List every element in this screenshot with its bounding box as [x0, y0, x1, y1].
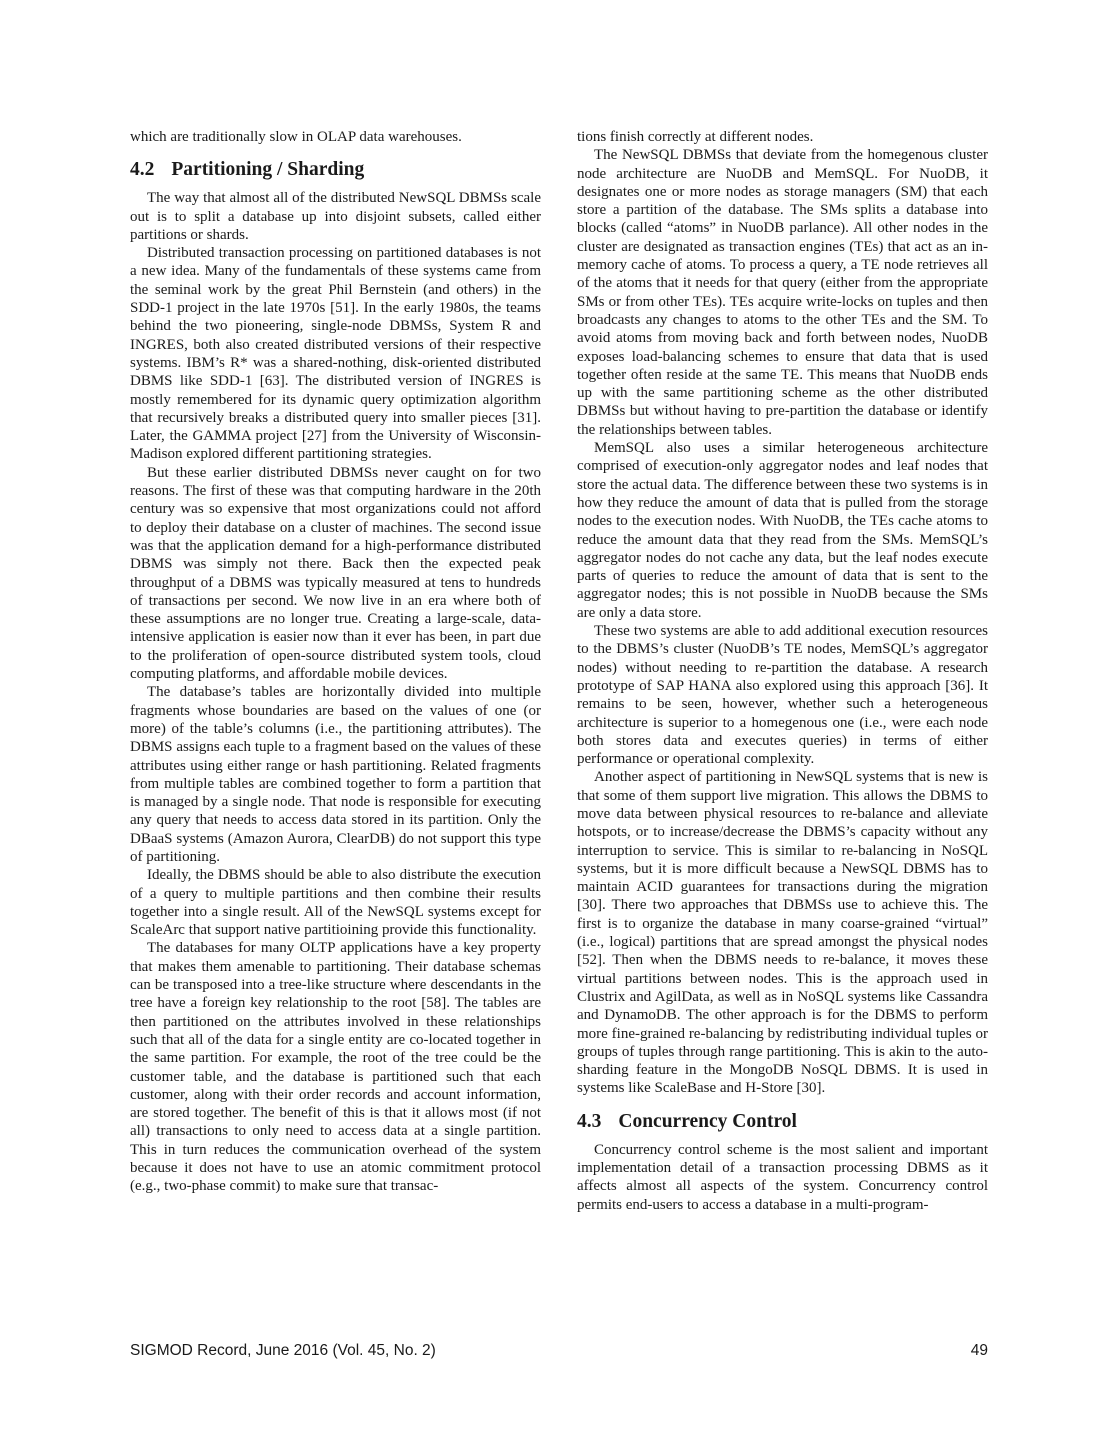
paragraph-continuation: tions finish correctly at different nodes. — [577, 129, 814, 145]
paragraph: But these earlier distributed DBMSs never caught on for two reasons. The first of these was that computing hardware in the 20th century was so expensive that most organizations could not afford to deploy their database on a cluster of machines. The second issue was that the application demand for a high-performance distributed DBMS was simply not there. Back then the expected peak throughput of a DBMS was typically measured at tens to hundreds of transactions per second. We now live in an era where both of these assumptions are no longer true. Creating a large-scale, data-intensive application is easier now than it ever has been, in part due to the proliferation of open-source distributed system tools, cloud computing platforms, and affordable mobile devices. — [130, 464, 541, 683]
paragraph: The databases for many OLTP applications have a key property that makes them amenable to partitioning. Their database schemas can be transposed into a tree-like structure where descendants in the tree have a foreign key relationship to the root [58]. The tables are then partitioned on the attributes involved in these relationships such that all of the data for a single entity are co-located together in the same partition. For example, the root of the tree could be the customer table, and the database is partitioned such that each customer, along with their order records and account information, are stored together. The benefit of this is that it allows most (if not all) transactions to only need to access data at a single partition. This in turn reduces the communication overhead of the system because it does not have to use an atomic commitment protocol (e.g., two-phase commit) to make sure that transac- — [130, 940, 541, 1195]
paragraph: Ideally, the DBMS should be able to also distribute the execution of a query to multiple partitions and then combine their results together into a single result. All of the NewSQL systems except for ScaleArc that support native partitioining provide this functionality. — [130, 867, 541, 939]
section-heading-4-3 — [577, 1111, 988, 1133]
paragraph: MemSQL also uses a similar heterogeneous architecture comprised of execution-only aggregator nodes and leaf nodes that store the actual data. The difference between these two systems is in how they reduce the amount of data that is pulled from the storage nodes to the execution nodes. With NuoDB, the TEs cache atoms to reduce the amount data that they read from the SMs. MemSQL’s aggregator nodes do not cache any data, but the leaf nodes execute parts of queries to reduce the amount of data that is sent to the aggregator nodes; this is not possible in NuoDB because the SMs are only a data store. — [577, 440, 988, 621]
paragraph: Distributed transaction processing on partitioned databases is not a new idea. Many of the fundamentals of these systems came from the seminal work by the great Phil Bernstein (and others) in the SDD-1 project in the late 1970s [51]. In the early 1980s, the teams behind the two pioneering, single-node DBMSs, System R and INGRES, both also created distributed versions of their respective systems. IBM’s R* was a shared-nothing, disk-oriented distributed DBMS like SDD-1 [63]. The distributed version of INGRES is mostly remembered for its dynamic query optimization algorithm that recursively breaks a distributed query into smaller pieces [31]. Later, the GAMMA project [27] from the University of Wisconsin-Madison explored different partitioning strategies. — [130, 245, 541, 463]
paragraph: Concurrency control scheme is the most salient and important implementation detail of a transaction processing DBMS as it affects almost all aspects of the system. Concurrency control permits end-users to access a database in a multi-program- — [577, 1141, 988, 1213]
paragraph: The NewSQL DBMSs that deviate from the homegenous cluster node architecture are NuoDB and MemSQL. For NuoDB, it designates one or more nodes as storage managers (SM) that each store a partition of the database. The SMs splits a database into blocks (called “atoms” in NuoDB parlance). All other nodes in the cluster are designated as transaction engines (TEs) that act as an in-memory cache of atoms. To process a query, a TE node retrieves all of the atoms that it needs for that query (either from the appropriate SMs or from other TEs). TEs acquire write-locks on tuples and then broadcasts any changes to atoms to the other TEs and the SM. To avoid atoms from moving back and forth between nodes, NuoDB exposes load-balancing schemes to ensure that data that is used together often reside at the same TE. This means that NuoDB ends up with the same partitioning scheme as the other distributed DBMSs but without having to pre-partition the database or identify the relationships between tables. — [577, 147, 988, 438]
two-column-text-area — [130, 128, 988, 1214]
section-title: Concurrency Control — [618, 1110, 797, 1132]
paragraph: The way that almost all of the distributed NewSQL DBMSs scale out is to split a database up into disjoint subsets, called either partitions or shards. — [130, 190, 541, 243]
page-footer — [130, 1342, 988, 1360]
left-column — [130, 128, 541, 1214]
paragraph: The database’s tables are horizontally divided into multiple fragments whose boundaries are based on the values of one (or more) of the table’s columns (i.e., the partitioning attributes). The DBMS assigns each tuple to a fragment based on the values of these attributes using either range or hash partitioning. Related fragments from multiple tables are combined together to form a partition that is managed by a single node. That node is responsible for executing any query that needs to access data stored in its partition. Only the DBaaS systems (Amazon Aurora, ClearDB) do not support this type of partitioning. — [130, 684, 541, 865]
section-heading-4-2 — [130, 159, 541, 181]
section-title: Partitioning / Sharding — [171, 159, 365, 181]
right-column — [577, 128, 988, 1214]
paragraph-continuation: which are traditionally slow in OLAP data warehouses. — [130, 129, 462, 145]
paragraph: These two systems are able to add additional execution resources to the DBMS’s cluster (NuoDB’s TE nodes, MemSQL’s aggregator nodes) without needing to re-partition the database. A research prototype of SAP HANA also explored using this approach [36]. It remains to be seen, however, whether such a heterogeneous architecture is superior to a homegenous one (i.e., were each node both stores data and executes queries) in terms of either performance or operational complexity. — [577, 623, 988, 768]
paragraph: Another aspect of partitioning in NewSQL systems that is new is that some of them support live migration. This allows the DBMS to move data between physical resources to re-balance and alleviate hotspots, or to increase/decrease the DBMS’s capacity without any interruption to service. This is similar to re-balancing in NoSQL systems, but it is more difficult because a NewSQL DBMS has to maintain ACID guarantees for transactions during the migration [30]. There two approaches that DBMSs use to achieve this. The first is to organize the database in many coarse-grained “virtual” (i.e., logical) partitions that are spread amongst the physical nodes [52]. Then when the DBMS needs to re-balance, it moves these virtual partitions between nodes. This is the approach used in Clustrix and AgilData, as well as in NoSQL systems like Cassandra and DynamoDB. The other approach is for the DBMS to perform more fine-grained re-balancing by redistributing individual tuples or groups of tuples through range partitioning. This is akin to the auto-sharding feature in the MongoDB NoSQL DBMS. It is used in systems like ScaleBase and H-Store [30]. — [577, 769, 988, 1097]
page-number: 49 — [970, 1342, 988, 1359]
section-number: 4.2 — [130, 159, 155, 181]
section-number: 4.3 — [577, 1110, 602, 1132]
footer-journal-info: SIGMOD Record, June 2016 (Vol. 45, No. 2) — [130, 1342, 436, 1359]
